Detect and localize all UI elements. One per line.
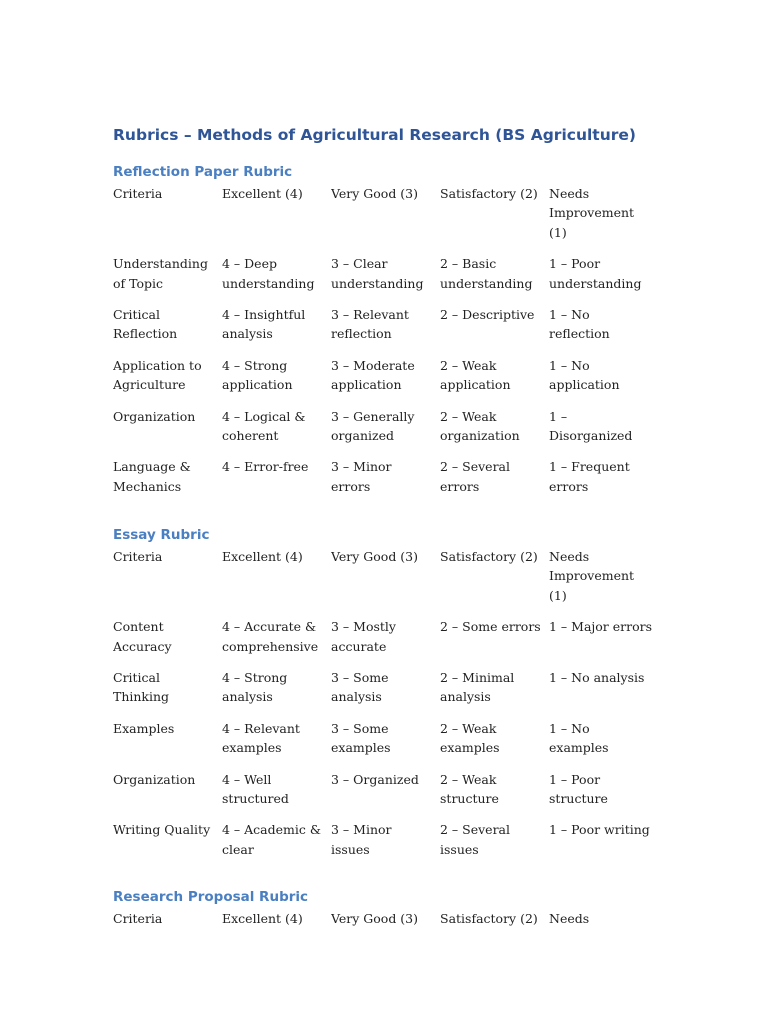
table-cell: 2 – Descriptive xyxy=(440,307,535,323)
table-row xyxy=(113,770,658,821)
table-cell: 2 – Weak application xyxy=(440,357,511,393)
criteria-cell: Writing Quality xyxy=(113,822,211,838)
table-cell: 3 – Some analysis xyxy=(331,670,389,705)
table-cell: 1 – Frequent errors xyxy=(549,459,630,494)
table-cell: 3 – Mostly accurate xyxy=(331,619,396,654)
table-cell: 1 – No analysis xyxy=(549,670,645,686)
column-header: Criteria xyxy=(113,186,163,201)
criteria-cell: Application to Agriculture xyxy=(113,357,202,393)
column-header: Excellent (4) xyxy=(222,186,303,201)
table-cell: 1 – Poor structure xyxy=(549,771,608,807)
essay-rubric-table xyxy=(113,547,658,871)
criteria-cell: Language & Mechanics xyxy=(113,459,191,494)
table-cell: 3 – Generally organized xyxy=(331,408,415,444)
column-header: Criteria xyxy=(113,911,163,926)
column-header: Satisfactory (2) xyxy=(440,186,538,201)
section-heading: Essay Rubric xyxy=(113,527,210,543)
column-header: Criteria xyxy=(113,549,163,564)
table-cell: 2 – Weak examples xyxy=(440,720,500,756)
table-cell: 2 – Several errors xyxy=(440,459,510,494)
table-cell: 3 – Moderate application xyxy=(331,357,415,393)
criteria-cell: Organization xyxy=(113,771,196,787)
table-row xyxy=(113,719,658,770)
table-cell: 2 – Basic understanding xyxy=(440,256,533,291)
table-header-row xyxy=(113,547,658,617)
table-cell: 1 – No reflection xyxy=(549,307,610,342)
table-cell: 4 – Insightful analysis xyxy=(222,307,306,342)
table-cell: 4 – Logical & coherent xyxy=(222,408,306,444)
column-header: Needs Improvement (1) xyxy=(549,549,635,603)
table-cell: 3 – Minor issues xyxy=(331,822,392,857)
table-cell: 3 – Minor errors xyxy=(331,459,392,494)
essay-section xyxy=(113,525,658,871)
table-cell: 2 – Several issues xyxy=(440,822,510,857)
table-cell: 4 – Well structured xyxy=(222,771,289,807)
table-cell: 4 – Relevant examples xyxy=(222,720,300,756)
table-cell: 1 – No application xyxy=(549,357,620,393)
criteria-cell: Organization xyxy=(113,408,196,424)
table-cell: 1 – Poor understanding xyxy=(549,256,642,291)
column-header: Satisfactory (2) xyxy=(440,911,538,926)
reflection-paper-section xyxy=(113,162,658,508)
section-heading: Research Proposal Rubric xyxy=(113,889,309,905)
criteria-cell: Examples xyxy=(113,720,175,736)
column-header: Very Good (3) xyxy=(331,186,419,201)
table-cell: 4 – Strong application xyxy=(222,357,293,393)
table-cell: 4 – Accurate & comprehensive xyxy=(222,619,319,654)
table-row xyxy=(113,820,658,871)
table-header-row xyxy=(113,909,658,940)
table-row xyxy=(113,457,658,508)
column-header: Excellent (4) xyxy=(222,911,303,926)
criteria-cell: Content Accuracy xyxy=(113,619,172,654)
table-row xyxy=(113,254,658,305)
table-row xyxy=(113,668,658,719)
table-cell: 2 – Some errors xyxy=(440,619,541,635)
column-header: Satisfactory (2) xyxy=(440,549,538,564)
table-cell: 4 – Error-free xyxy=(222,459,309,475)
table-row xyxy=(113,305,658,356)
table-row xyxy=(113,356,658,407)
criteria-cell: Critical Thinking xyxy=(113,670,170,705)
research-proposal-rubric-table xyxy=(113,909,658,940)
table-cell: 4 – Deep understanding xyxy=(222,256,315,291)
section-heading: Reflection Paper Rubric xyxy=(113,164,293,180)
table-cell: 3 – Organized xyxy=(331,771,419,787)
column-header: Needs xyxy=(549,911,590,926)
table-row xyxy=(113,617,658,668)
document-title: Rubrics – Methods of Agricultural Research (BS Agriculture) xyxy=(113,126,636,144)
table-cell: 1 – Disorganized xyxy=(549,408,633,444)
criteria-cell: Understanding of Topic xyxy=(113,256,208,291)
table-cell: 3 – Some examples xyxy=(331,720,391,756)
column-header: Very Good (3) xyxy=(331,549,419,564)
reflection-paper-rubric-table xyxy=(113,184,658,508)
table-cell: 1 – No examples xyxy=(549,720,609,756)
table-cell: 4 – Academic & clear xyxy=(222,822,321,857)
table-cell: 2 – Weak organization xyxy=(440,408,520,444)
table-cell: 3 – Clear understanding xyxy=(331,256,424,291)
table-row xyxy=(113,407,658,458)
table-cell: 1 – Poor writing xyxy=(549,822,650,838)
column-header: Very Good (3) xyxy=(331,911,419,926)
column-header: Needs Improvement (1) xyxy=(549,186,635,240)
table-cell: 2 – Minimal analysis xyxy=(440,670,515,705)
table-cell: 1 – Major errors xyxy=(549,619,653,635)
table-cell: 3 – Relevant reflection xyxy=(331,307,409,342)
criteria-cell: Critical Reflection xyxy=(113,307,178,342)
table-header-row xyxy=(113,184,658,254)
table-cell: 4 – Strong analysis xyxy=(222,670,288,705)
column-header: Excellent (4) xyxy=(222,549,303,564)
research-proposal-section xyxy=(113,887,658,940)
table-cell: 2 – Weak structure xyxy=(440,771,499,807)
